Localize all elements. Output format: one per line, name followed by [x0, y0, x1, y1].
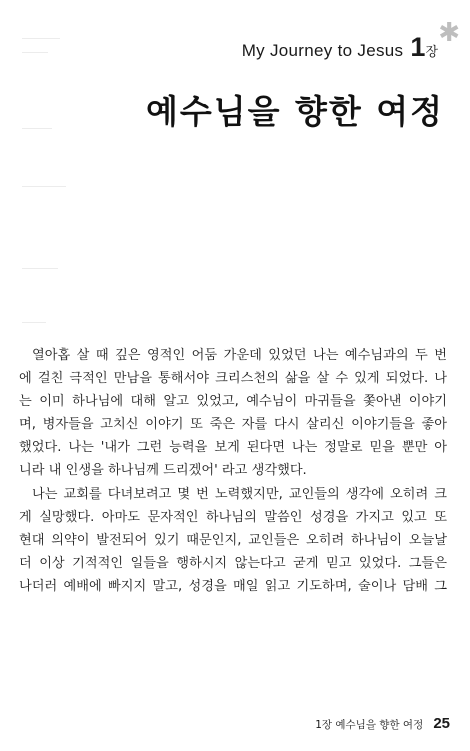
- text-line: 니라 내 인생을 하나님께 드리겠어' 라고 생각했다.: [19, 463, 307, 479]
- text-line: 는 이미 하나님에 대해 알고 있었고, 예수님이 마귀들을 쫓아낸 이야기: [19, 394, 447, 410]
- text-line: 나더러 예배에 빠지지 말고, 성경을 매일 읽고 기도하며, 술이나 담배 그: [19, 578, 447, 594]
- text-line: 했었다. 나는 '내가 그런 능력을 보게 된다면 나는 정말로 믿을 뿐만 아: [19, 440, 447, 456]
- chapter-word: 장: [425, 45, 438, 60]
- text-line: 나는 교회를 다녀보려고 몇 번 노력했지만, 교인들의 생각에 오히려 크: [32, 486, 447, 502]
- show-through-mark: [22, 268, 58, 269]
- chapter-number: 1: [410, 32, 426, 62]
- running-title: 1장 예수님을 향한 여정: [315, 719, 424, 731]
- page-footer: [315, 713, 450, 732]
- text-line: 에 걸친 극적인 만남을 통해서야 크리스천의 삶을 살 수 있게 되었다. 나: [19, 371, 447, 387]
- text-line: 열아홉 살 때 깊은 영적인 어둠 가운데 있었던 나는 예수님과의 두 번: [32, 348, 447, 363]
- show-through-mark: [22, 322, 46, 323]
- text-line: 더 이상 기적적인 일들을 행하시지 않는다고 굳게 믿고 있었다. 그들은: [19, 555, 447, 571]
- chapter-title: 예수님을 향한 여정: [145, 92, 444, 131]
- text-line: 며, 병자들을 고치신 이야기 또 죽은 자를 다시 살리신 이야기들을 좋아: [19, 417, 447, 433]
- body-text: [19, 344, 447, 598]
- page-number: 25: [433, 715, 450, 732]
- show-through-mark: [22, 186, 66, 187]
- asterisk-ornament-icon: ✱: [438, 18, 460, 48]
- chapter-header: [0, 32, 438, 63]
- text-line: 현대 의약이 발전되어 있기 때문인지, 교인들은 오히려 하나님이 오늘날: [19, 532, 447, 548]
- chapter-subtitle-english: My Journey to Jesus: [241, 41, 404, 60]
- show-through-mark: [22, 128, 52, 129]
- text-line: 게 실망했다. 아마도 문자적인 하나님의 말씀인 성경을 가지고 있고 또: [19, 509, 447, 525]
